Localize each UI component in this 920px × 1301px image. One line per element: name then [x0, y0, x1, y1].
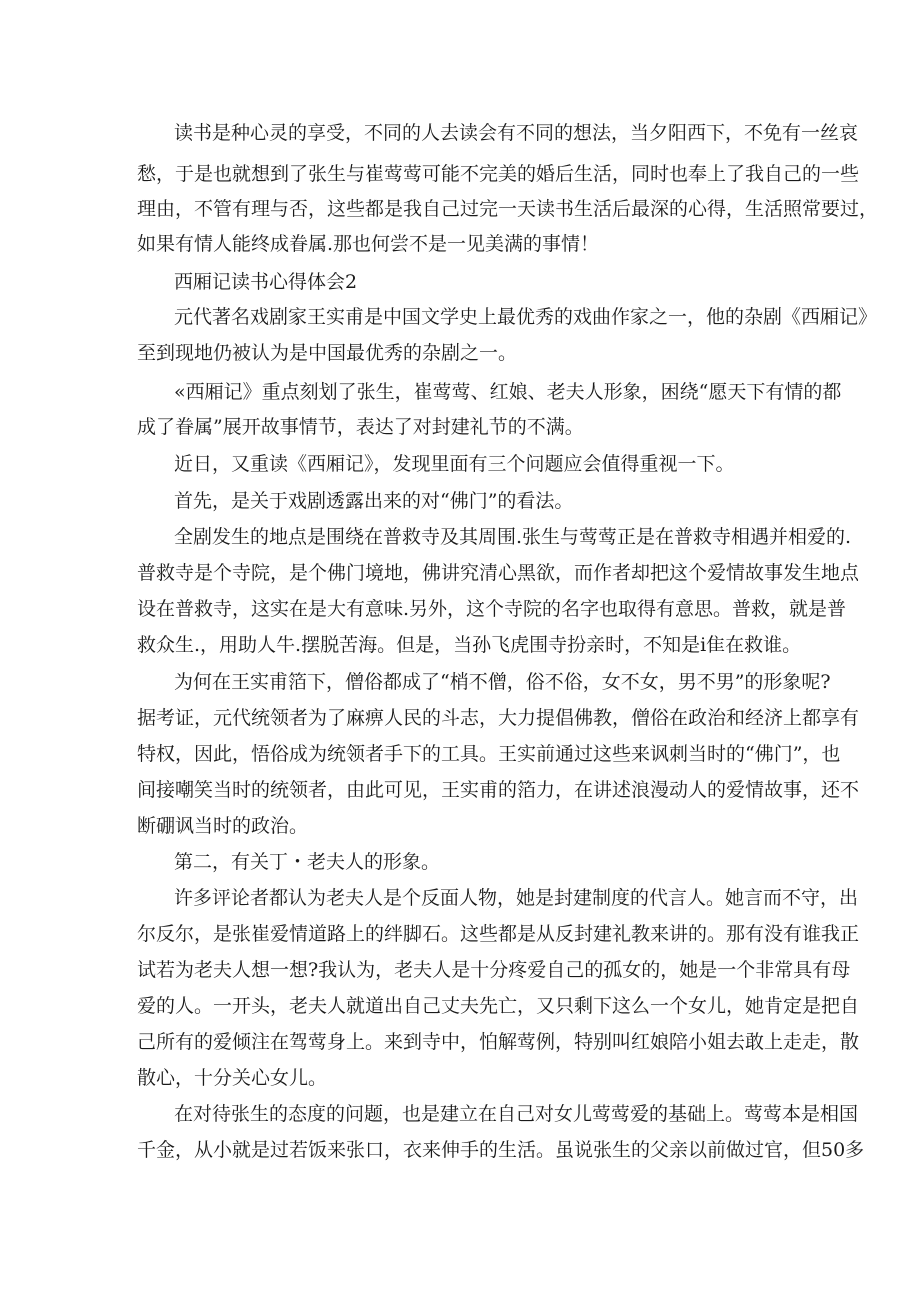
text-line: 尔反尔，是张崔爱情道路上的绊脚石。这些都是从反封建礼教来讲的。那有没有谁我正	[137, 923, 860, 945]
text-line: 第二，有关丁・老夫人的形象。	[174, 851, 441, 873]
text-line: 首先，是关于戏剧透露出来的对“佛门”的看法。	[174, 490, 574, 512]
text-line: 愁，于是也就想到了张生与崔莺莺可能不完美的婚后生活，同时也奉上了我自己的一些	[137, 163, 860, 185]
text-line: 千金，从小就是过若饭来张口，衣来伸手的生活。虽说张生的父亲以前做过官，但50多	[137, 1139, 865, 1161]
text-line: 己所有的爱倾注在驾莺身上。来到寺中，怕解莺例，特别叫红娘陪小姐去敢上走走，散	[137, 1031, 860, 1053]
text-line: 试若为老夫人想一想?我认为，老夫人是十分疼爱自己的孤女的，她是一个非常具有母	[137, 959, 851, 981]
text-line: 成了眷属”展开故事情节，表达了对封建礼节的不满。	[137, 416, 584, 438]
text-line: 救众生.，用助人牛.摆脱苦海。但是，当孙飞虎围寺扮亲时，不知是i隹在救谁。	[137, 634, 802, 656]
text-line: 近日，又重读《西厢记》，发现里面有三个问题应会值得重视一下。	[174, 453, 735, 475]
text-line: 爱的人。一开头，老夫人就道出自己丈夫先亡，又只剩下这么一个女儿，她肯定是把自	[137, 995, 860, 1017]
text-line: 至到现地仍被认为是中国最优秀的杂剧之一。	[137, 342, 518, 364]
text-line: 元代著名戏剧家王实甫是中国文学史上最优秀的戏曲作家之一，他的杂剧《西厢记》	[174, 306, 878, 328]
text-line: «西厢记》重点刻划了张生，崔莺莺、红娘、老夫人形象，困绕“愿天下有情的都	[174, 381, 842, 403]
text-line: 断硼讽当时的政治。	[137, 815, 309, 837]
section-heading: 西厢记读书心得体会2	[174, 271, 358, 293]
text-line: 在对待张生的态度的问题，也是建立在自己对女儿莺莺爱的基础上。莺莺本是相国	[174, 1103, 859, 1125]
text-line: 如果有情人能终成眷属.那也何尝不是一见美满的事情！	[137, 233, 600, 255]
text-line: 散心，十分关心女儿。	[137, 1067, 328, 1089]
text-line: 据考证，元代统领者为了麻痹人民的斗志，大力提倡佛教，僧俗在政治和经济上都享有	[137, 707, 860, 729]
text-line: 为何在王实甫箔下，僧俗都成了“梢不僧，俗不俗，女不女，男不男”的形象呢?	[174, 671, 831, 693]
text-line: 理由，不管有理与否，这些都是我自己过完一天读书生活后最深的心得，生活照常要过，	[137, 198, 879, 220]
text-line: 设在普救寺，这实在是大有意味.另外，这个寺院的名字也取得有意思。普救，就是普	[137, 598, 847, 620]
text-line: 特权，因此，悟俗成为统领者手下的工具。王实前通过这些来讽刺当时的“佛门”，也	[137, 743, 841, 765]
text-line: 许多评论者都认为老夫人是个反面人物，她是封建制度的代言人。她言而不守，出	[174, 887, 859, 909]
text-line: 全剧发生的地点是围绕在普救寺及其周围.张生与莺莺正是在普救寺相遇并相爱的.	[174, 526, 852, 548]
text-line: 间接嘲笑当时的统领者，由此可见，王实甫的箔力，在讲述浪漫动人的爱情故事，还不	[137, 779, 860, 801]
text-line: 读书是种心灵的享受，不同的人去读会有不同的想法，当夕阳西下，不免有一丝哀	[174, 122, 859, 144]
text-line: 普救寺是个寺院，是个佛门境地，佛讲究清心黑欲，而作者却把这个爱情故事发生地点	[137, 562, 860, 584]
